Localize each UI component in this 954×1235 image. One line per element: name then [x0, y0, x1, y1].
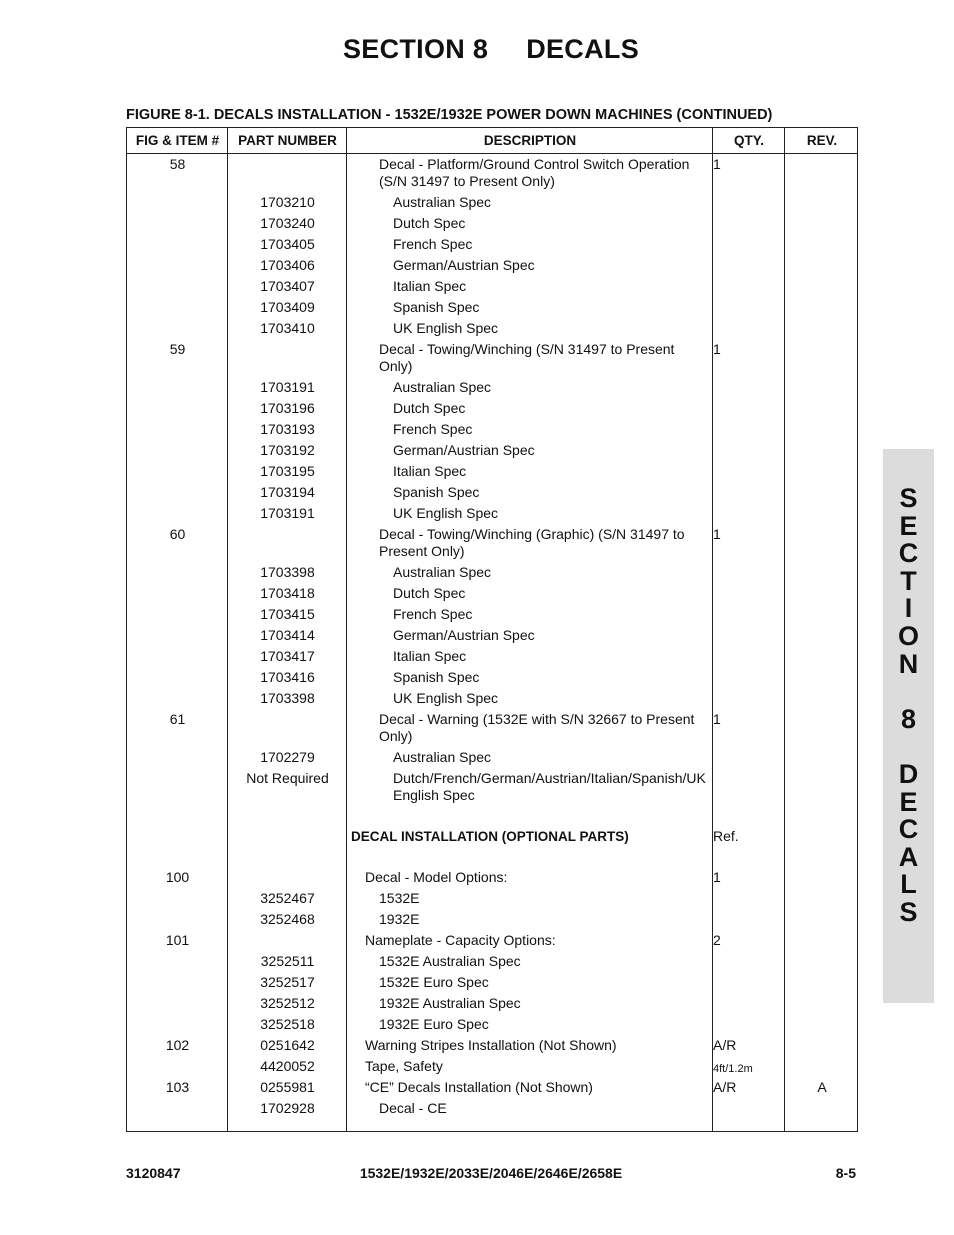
description-cell: 1932E: [379, 911, 420, 927]
description-cell: 1932E Australian Spec: [379, 995, 521, 1011]
table-row: [127, 626, 857, 647]
section-name: DECALS: [526, 34, 640, 64]
side-tab-letter: 8: [900, 703, 917, 734]
description-cell: 1932E Euro Spec: [379, 1016, 489, 1032]
part-number-cell: 4420052: [260, 1058, 315, 1074]
table-row: [127, 584, 857, 605]
side-tab-letter: E: [899, 786, 918, 817]
side-tab-letter: D: [898, 758, 919, 789]
description-cell: Italian Spec: [393, 278, 467, 294]
qty-cell: 2: [713, 932, 721, 948]
table-row: [127, 668, 857, 689]
section-title: [0, 34, 954, 65]
description-cell: Decal - Platform/Ground Control Switch Operation (S/N 31497 to Present Only): [379, 156, 690, 189]
side-tab-letter: T: [900, 565, 917, 596]
fig-item-cell: 102: [165, 1037, 190, 1053]
table-row: [127, 1015, 857, 1036]
description-cell: Decal - Towing/Winching (S/N 31497 to Present Only): [379, 341, 675, 374]
part-number-cell: 1702279: [260, 749, 315, 765]
part-number-cell: 1703418: [260, 585, 315, 601]
description-cell: Dutch Spec: [393, 400, 466, 416]
table-row: [127, 340, 857, 378]
part-number-cell: 1703406: [260, 257, 315, 273]
part-number-cell: 3252517: [260, 974, 315, 990]
part-number-cell: Not Required: [246, 770, 329, 786]
qty-cell: A/R: [713, 1037, 737, 1053]
description-cell: 1532E Australian Spec: [379, 953, 521, 969]
table-body: [127, 155, 857, 1120]
side-tab-letter: C: [898, 538, 919, 569]
part-number-cell: 3252511: [260, 953, 315, 969]
table-row: [127, 214, 857, 235]
description-cell: Australian Spec: [393, 564, 492, 580]
side-tab-letter: I: [904, 593, 913, 624]
side-tab-letter: [883, 733, 934, 761]
description-cell: French Spec: [393, 606, 473, 622]
description-cell: Dutch Spec: [393, 585, 466, 601]
fig-item-cell: 61: [169, 711, 186, 727]
description-cell: DECAL INSTALLATION (OPTIONAL PARTS): [351, 829, 629, 844]
description-cell: Nameplate - Capacity Options:: [365, 932, 556, 948]
description-cell: 1532E: [379, 890, 420, 906]
part-number-cell: 1703193: [260, 421, 315, 437]
part-number-cell: 3252468: [260, 911, 315, 927]
side-tab-letter: A: [898, 841, 919, 872]
side-tab-letter: E: [899, 510, 918, 541]
section-label: SECTION 8: [342, 34, 489, 64]
part-number-cell: 1703417: [260, 648, 315, 664]
description-cell: Spanish Spec: [393, 299, 480, 315]
table-row: [127, 952, 857, 973]
table-row: [127, 399, 857, 420]
description-cell: Australian Spec: [393, 379, 492, 395]
table-row: [127, 563, 857, 584]
description-cell: Spanish Spec: [393, 669, 480, 685]
description-cell: Italian Spec: [393, 463, 467, 479]
description-cell: Decal - Model Options:: [365, 869, 508, 885]
description-cell: Dutch Spec: [393, 215, 466, 231]
description-cell: French Spec: [393, 421, 473, 437]
side-tab-letter: O: [897, 620, 919, 651]
table-row: [127, 647, 857, 668]
part-number-cell: 1703405: [260, 236, 315, 252]
table-row: [127, 710, 857, 748]
part-number-cell: 3252512: [260, 995, 315, 1011]
side-tab-letter: N: [898, 648, 919, 679]
description-cell: Australian Spec: [393, 749, 492, 765]
qty-cell: 1: [713, 526, 721, 542]
side-tab-letters: [883, 485, 934, 927]
part-number-cell: 1703410: [260, 320, 315, 336]
fig-item-cell: 103: [165, 1079, 190, 1095]
part-number-cell: 3252467: [260, 890, 315, 906]
table-row: [127, 483, 857, 504]
description-cell: UK English Spec: [393, 505, 499, 521]
fig-item-cell: 100: [165, 869, 190, 885]
description-cell: Warning Stripes Installation (Not Shown): [365, 1037, 617, 1053]
table-row: [127, 605, 857, 626]
part-number-cell: 1703407: [260, 278, 315, 294]
table-row: [127, 868, 857, 889]
table-row: [127, 319, 857, 340]
part-number-cell: 1703409: [260, 299, 315, 315]
qty-cell: Ref.: [713, 828, 739, 844]
table-row: [127, 155, 857, 193]
table-row: [127, 441, 857, 462]
description-cell: “CE” Decals Installation (Not Shown): [365, 1079, 593, 1095]
qty-cell: A/R: [713, 1079, 737, 1095]
part-number-cell: 0251642: [260, 1037, 315, 1053]
description-cell: Decal - Warning (1532E with S/N 32667 to Present Only): [379, 711, 695, 744]
table-row: [127, 994, 857, 1015]
part-number-cell: 1703196: [260, 400, 315, 416]
figure-title: FIGURE 8-1. DECALS INSTALLATION - 1532E/1932E POWER DOWN MACHINES (CONTINUED): [126, 107, 773, 123]
table-row: [127, 462, 857, 483]
table-row: [127, 827, 857, 848]
description-cell: 1532E Euro Spec: [379, 974, 489, 990]
description-cell: Tape, Safety: [365, 1058, 443, 1074]
table-row: [127, 931, 857, 952]
description-cell: German/Austrian Spec: [393, 257, 535, 273]
side-tab-letter: C: [898, 814, 919, 845]
table-row: [127, 748, 857, 769]
part-number-cell: 1703415: [260, 606, 315, 622]
fig-item-cell: 58: [169, 156, 186, 172]
table-row: [127, 277, 857, 298]
description-cell: Dutch/French/German/Austrian/Italian/Spanish/UK English Spec: [393, 770, 706, 803]
table-row: [127, 256, 857, 277]
col-header-description: DESCRIPTION: [483, 133, 577, 148]
part-number-cell: 1703192: [260, 442, 315, 458]
part-number-cell: 1703210: [260, 194, 315, 210]
footer-doc-number: 3120847: [126, 1165, 181, 1181]
table-row: [127, 910, 857, 931]
footer-models: 1532E/1932E/2033E/2046E/2646E/2658E: [359, 1165, 623, 1181]
part-number-cell: 1703240: [260, 215, 315, 231]
fig-item-cell: 60: [169, 526, 186, 542]
table-row: [127, 420, 857, 441]
part-number-cell: 1703195: [260, 463, 315, 479]
header-divider: [127, 153, 857, 154]
part-number-cell: 1703194: [260, 484, 315, 500]
part-number-cell: 3252518: [260, 1016, 315, 1032]
table-row: [127, 504, 857, 525]
table-row: [127, 1099, 857, 1120]
col-header-fig-item: FIG & ITEM #: [135, 133, 220, 148]
description-cell: German/Austrian Spec: [393, 627, 535, 643]
part-number-cell: 0255981: [260, 1079, 315, 1095]
table-row: [127, 889, 857, 910]
table-row: [127, 525, 857, 563]
description-cell: Decal - CE: [379, 1100, 447, 1116]
part-number-cell: 1703414: [260, 627, 315, 643]
side-tab-letter: S: [899, 483, 918, 513]
description-cell: French Spec: [393, 236, 473, 252]
part-number-cell: 1703191: [260, 505, 315, 521]
side-tab-letter: [883, 678, 934, 706]
description-cell: Spanish Spec: [393, 484, 480, 500]
description-cell: Decal - Towing/Winching (Graphic) (S/N 31497 to Present Only): [379, 526, 685, 559]
fig-item-cell: 59: [169, 341, 186, 357]
table-row: [127, 769, 857, 807]
qty-cell: 1: [713, 341, 721, 357]
table-row: [127, 1057, 857, 1078]
part-number-cell: 1702928: [260, 1100, 315, 1116]
qty-cell: 4ft/1.2m: [713, 1063, 753, 1075]
rev-cell: A: [817, 1079, 827, 1095]
table-row: [127, 1036, 857, 1057]
part-number-cell: 1703398: [260, 690, 315, 706]
description-cell: Italian Spec: [393, 648, 467, 664]
col-header-rev: REV.: [806, 133, 838, 148]
fig-item-cell: 101: [165, 932, 190, 948]
qty-cell: 1: [713, 711, 721, 727]
table-row: [127, 235, 857, 256]
part-number-cell: 1703416: [260, 669, 315, 685]
side-tab-letter: L: [900, 869, 917, 900]
part-number-cell: 1703398: [260, 564, 315, 580]
parts-table: [126, 127, 858, 1132]
table-row: [127, 973, 857, 994]
table-row: [127, 689, 857, 710]
description-cell: Australian Spec: [393, 194, 492, 210]
description-cell: UK English Spec: [393, 690, 499, 706]
table-row: [127, 1078, 857, 1099]
col-header-part-number: PART NUMBER: [238, 133, 337, 148]
table-row: [127, 298, 857, 319]
part-number-cell: 1703191: [260, 379, 315, 395]
col-header-qty: QTY.: [733, 133, 764, 148]
section-side-tab: [883, 449, 934, 1003]
qty-cell: 1: [713, 869, 721, 885]
table-row: [127, 378, 857, 399]
side-tab-letter: S: [899, 896, 918, 927]
footer-page-number: 8-5: [835, 1165, 856, 1181]
description-cell: UK English Spec: [393, 320, 499, 336]
table-row: [127, 193, 857, 214]
description-cell: German/Austrian Spec: [393, 442, 535, 458]
qty-cell: 1: [713, 156, 721, 172]
